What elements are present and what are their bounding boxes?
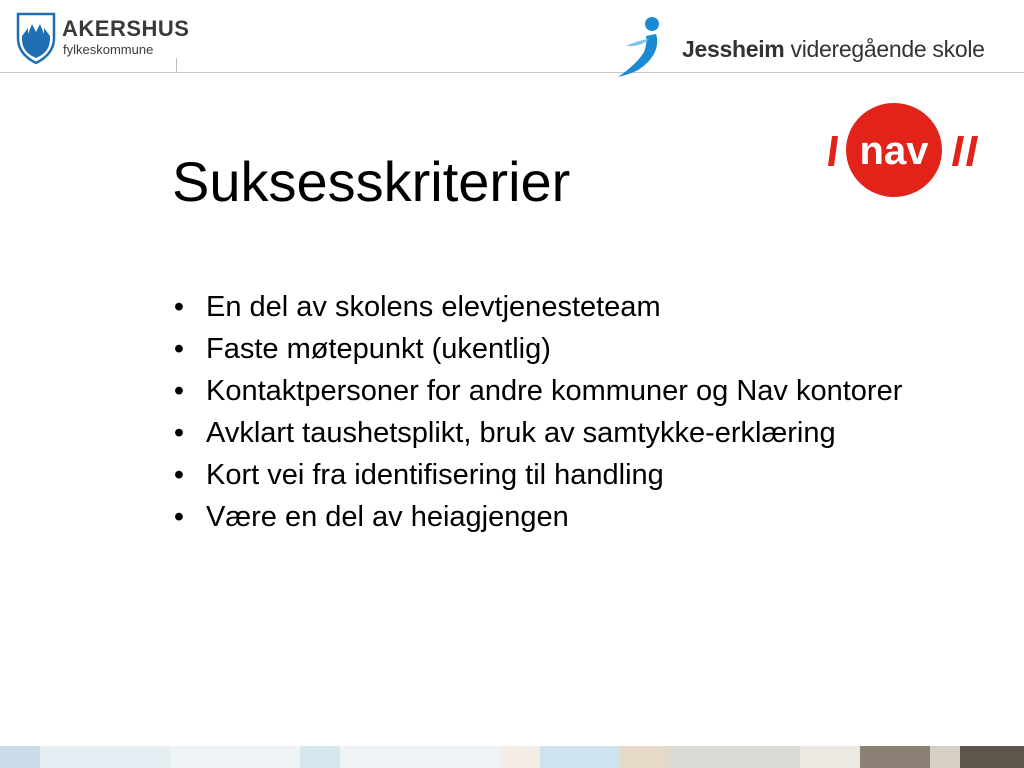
school-name-bold: Jessheim <box>682 36 785 62</box>
bullet-item-4 <box>166 412 926 454</box>
nav-logo <box>818 100 980 200</box>
bullet-text-3: Kontaktpersoner for andre kommuner og Nav kontorer <box>206 375 903 407</box>
akershus-shield-icon <box>16 12 56 64</box>
bullet-dot: • <box>173 375 185 407</box>
bullet-text-5: Kort vei fra identifisering til handling <box>206 459 664 491</box>
bullet-text-1: En del av skolens elevtjenesteteam <box>206 291 661 323</box>
bullet-list <box>166 286 926 538</box>
jessheim-runner-icon <box>616 16 674 78</box>
bullet-text-6: Være en del av heiagjengen <box>206 501 569 533</box>
jessheim-logo <box>616 16 996 78</box>
bullet-item-3 <box>166 370 926 412</box>
akershus-logo <box>16 12 190 68</box>
bullet-dot: • <box>173 333 185 365</box>
bullet-item-1 <box>166 286 926 328</box>
school-name <box>682 36 985 63</box>
footer-photo-strip <box>0 746 1024 768</box>
akershus-subtitle: fylkeskommune <box>63 42 154 57</box>
akershus-name: AKERSHUS <box>62 16 190 41</box>
bullet-item-2 <box>166 328 926 370</box>
bullet-dot: • <box>173 291 185 323</box>
nav-logo-text: nav <box>859 129 929 173</box>
school-name-rest: videregående skole <box>784 36 985 62</box>
bullet-text-2: Faste møtepunkt (ukentlig) <box>206 333 551 365</box>
bullet-dot: • <box>173 417 185 449</box>
bullet-item-5 <box>166 454 926 496</box>
slide-title: Suksesskriterier <box>172 150 571 213</box>
slide-header <box>0 0 1024 80</box>
bullet-dot: • <box>173 501 185 533</box>
bullet-text-4: Avklart taushetsplikt, bruk av samtykke-erklæring <box>206 417 836 449</box>
bullet-dot: • <box>173 459 185 491</box>
bullet-item-6 <box>166 496 926 538</box>
